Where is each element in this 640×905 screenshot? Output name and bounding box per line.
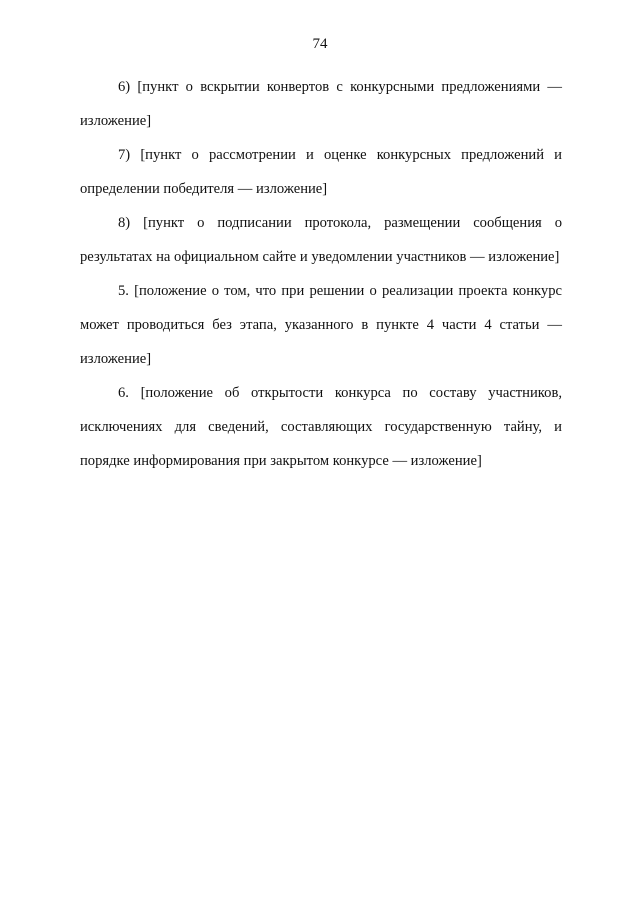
document-body bbox=[80, 70, 562, 478]
clause-6: 6. [положение об открытости конкурса по составу участников, исключениях для сведений, составляющих государственную тайну, и порядке информирования при закрытом конкурсе — изложение] bbox=[80, 385, 562, 469]
clause-5: 5. [положение о том, что при решении о реализации проекта конкурс может проводиться без этапа, указанного в пункте 4 части 4 статьи — изложение] bbox=[80, 283, 562, 367]
list-item-8: 8) [пункт о подписании протокола, размещении сообщения о результатах на официальном сайте и уведомлении участников — изложение] bbox=[80, 215, 562, 265]
page-number: 74 bbox=[312, 36, 328, 52]
list-item-6: 6) [пункт о вскрытии конвертов с конкурсными предложениями — изложение] bbox=[80, 79, 562, 129]
list-item-7: 7) [пункт о рассмотрении и оценке конкурсных предложений и определении победителя — изложение] bbox=[80, 147, 562, 197]
